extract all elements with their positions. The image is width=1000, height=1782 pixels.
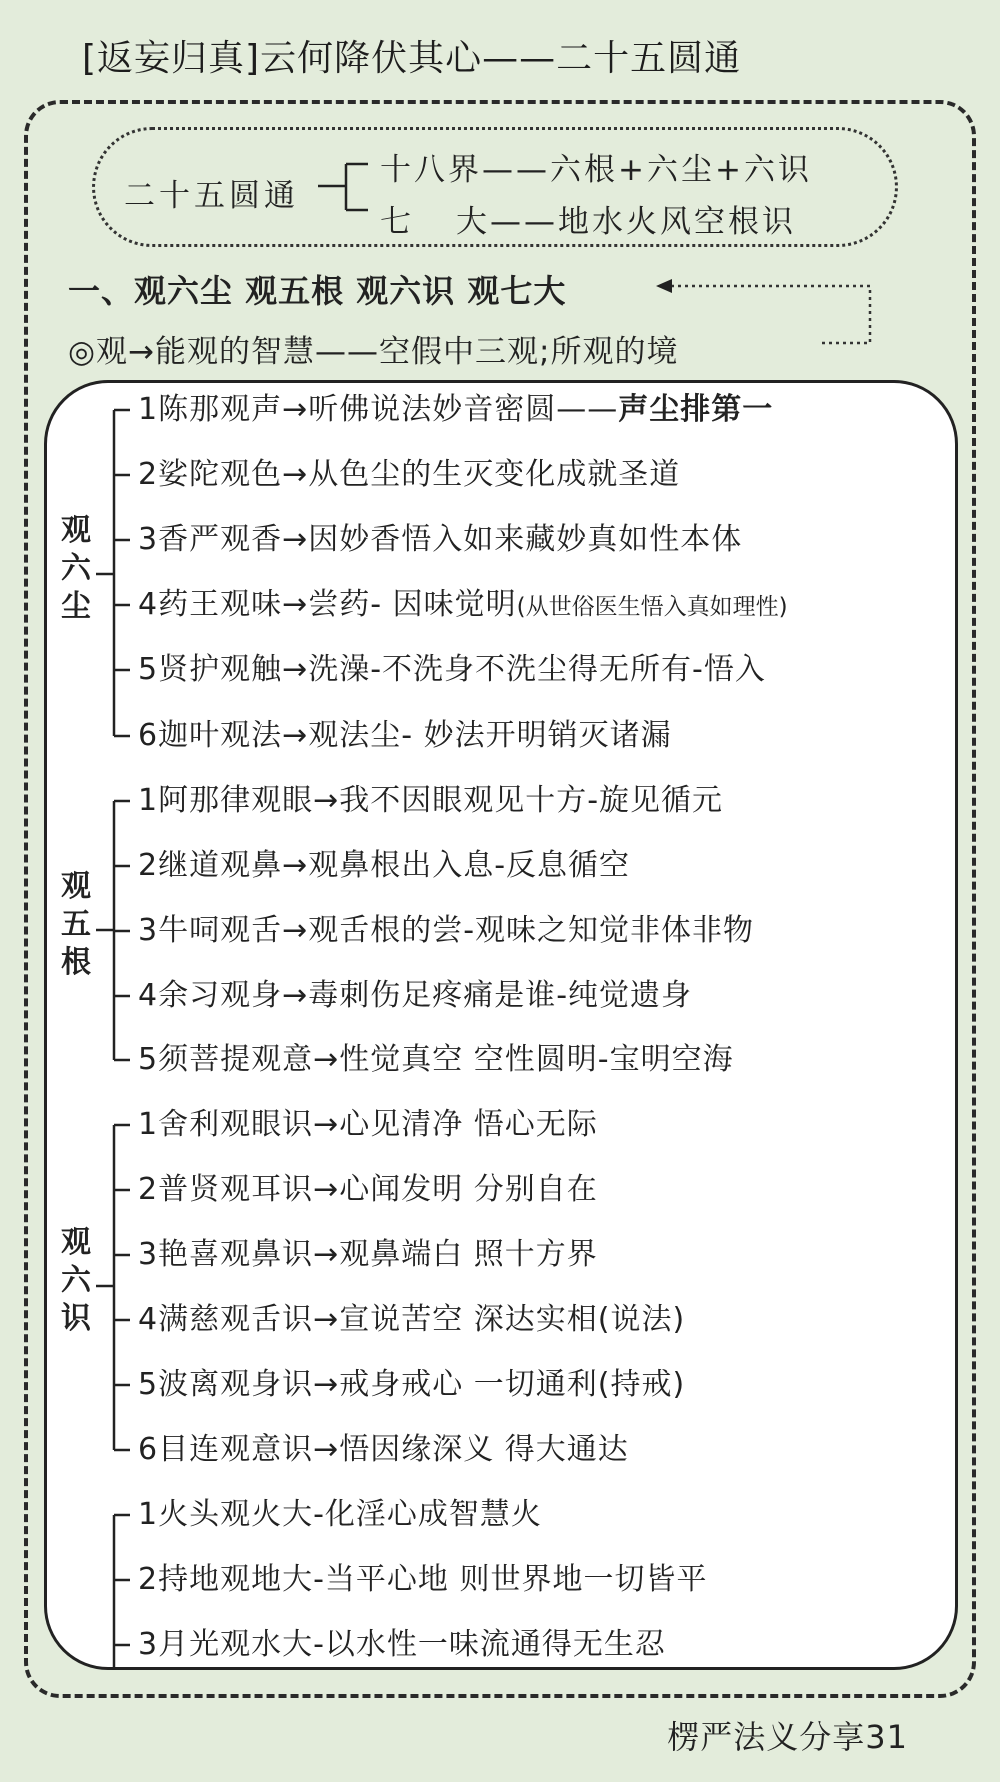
- list-item: 3月光观水大-以水性一味流通得无生忍: [138, 1627, 666, 1662]
- list-item: 3香严观香→因妙香悟入如来藏妙真如性本体: [138, 522, 743, 557]
- group-label-five-roots: 观五根: [61, 869, 91, 980]
- list-item: 2普贤观耳识→心闻发明 分别自在: [138, 1172, 598, 1207]
- list-item: 2继道观鼻→观鼻根出入息-反息循空: [138, 848, 631, 883]
- list-item: 5须菩提观意→性觉真空 空性圆明-宝明空海: [138, 1042, 734, 1077]
- summary-line-seven-elements-b: 大——地水火风空根识: [456, 204, 796, 240]
- list-item: 1阿那律观眼→我不因眼观见十方-旋见循元: [138, 783, 724, 818]
- list-item: 2持地观地大-当平心地 则世界地一切皆平: [138, 1562, 708, 1597]
- summary-label: 二十五圆通: [124, 178, 299, 214]
- list-item: 6迦叶观法→观法尘- 妙法开明销灭诸漏: [138, 718, 672, 753]
- list-item: 1陈那观声→听佛说法妙音密圆——声尘排第一: [138, 392, 774, 427]
- list-item: 2娑陀观色→从色尘的生灭变化成就圣道: [138, 457, 681, 492]
- group-label-six-consciousnesses: 观六识: [61, 1225, 91, 1336]
- list-item: 3艳喜观鼻识→观鼻端白 照十方界: [138, 1237, 598, 1272]
- highlight-text: 声尘排第一: [618, 392, 774, 427]
- section-description: ◎观→能观的智慧——空假中三观;所观的境: [68, 334, 679, 370]
- list-item: 3牛呞观舌→观舌根的尝-观味之知觉非体非物: [138, 913, 755, 948]
- footer-caption: 楞严法义分享31: [667, 1718, 908, 1756]
- list-item: 1火头观火大-化淫心成智慧火: [138, 1497, 542, 1532]
- list-item: 6目连观意识→悟因缘深义 得大通达: [138, 1432, 629, 1467]
- list-item: 4药王观味→尝药- 因味觉明(从世俗医生悟入真如理性): [138, 587, 788, 622]
- summary-line-eighteen-realms: 十八界——六根+六尘+六识: [380, 152, 812, 188]
- list-item: 5波离观身识→戒身戒心 一切通利(持戒): [138, 1367, 686, 1402]
- list-item: 4余习观身→毒刺伤足疼痛是谁-纯觉遗身: [138, 978, 693, 1013]
- list-item: 5贤护观触→洗澡-不洗身不洗尘得无所有-悟入: [138, 652, 766, 687]
- summary-line-seven-elements-a: 七: [380, 204, 414, 240]
- group-label-six-dusts: 观六尘: [61, 513, 91, 624]
- small-note: (从世俗医生悟入真如理性): [516, 594, 788, 620]
- list-item: 1舍利观眼识→心见清净 悟心无际: [138, 1107, 598, 1142]
- page-title: [返妄归真]云何降伏其心——二十五圆通: [82, 38, 742, 79]
- list-item: 4满慈观舌识→宣说苦空 深达实相(说法): [138, 1302, 686, 1337]
- section-title: 一、观六尘 观五根 观六识 观七大: [68, 272, 567, 310]
